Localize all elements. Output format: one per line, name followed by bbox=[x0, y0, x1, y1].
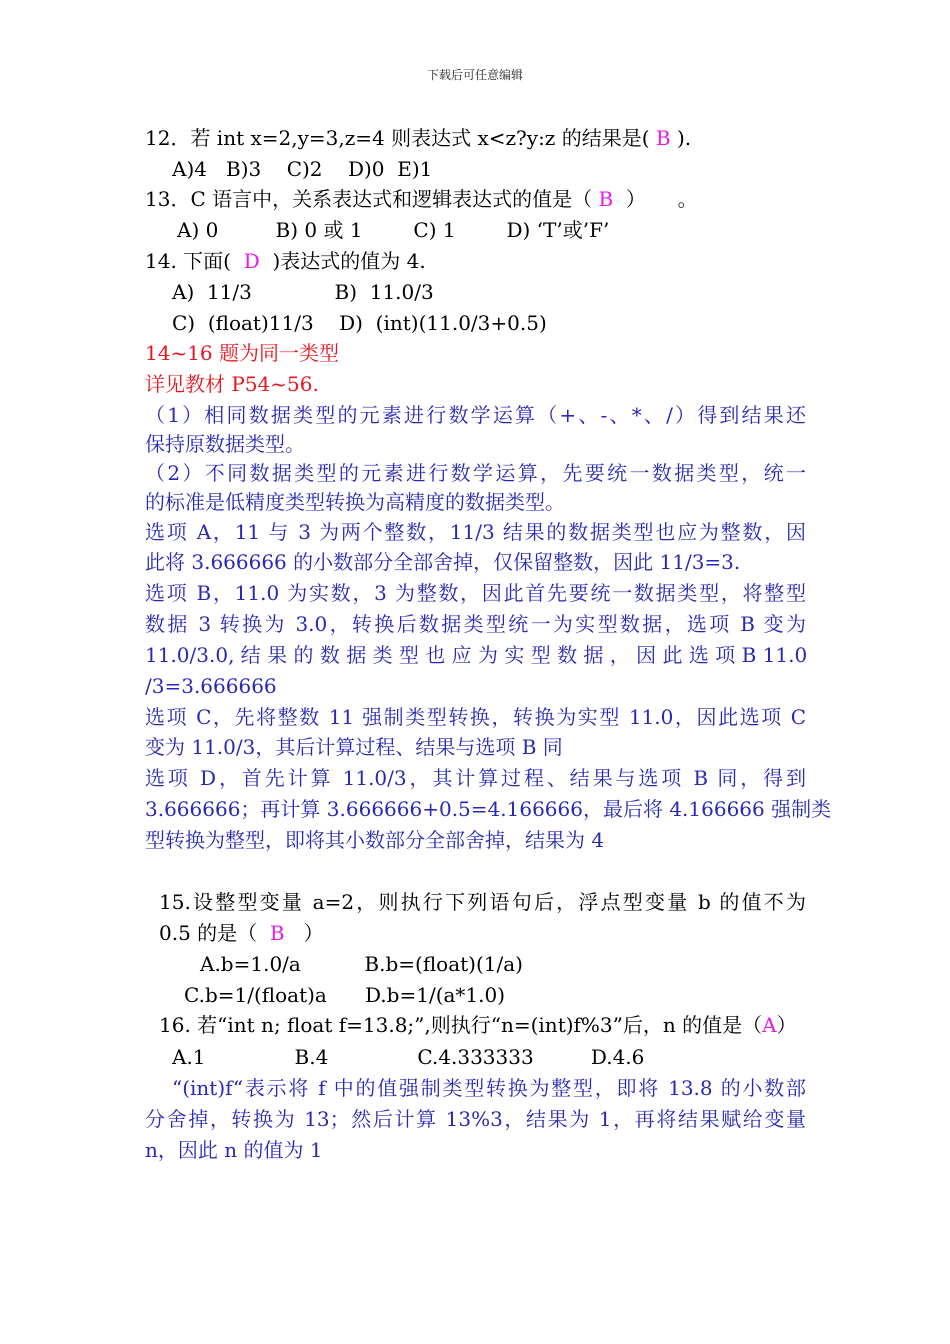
question-15-stem-line-2 bbox=[159, 921, 324, 945]
q14-answer: D bbox=[243, 249, 260, 273]
explanation-line: 保持原数据类型。 bbox=[145, 432, 305, 456]
question-12-stem bbox=[145, 126, 691, 150]
q13-answer: B bbox=[598, 187, 614, 211]
question-12-options: A)4 B)3 C)2 D)0 E)1 bbox=[172, 157, 433, 181]
explanation-line: 选项 A，11 与 3 为两个整数，11/3 结果的数据类型也应为整数，因 bbox=[145, 520, 806, 544]
q15-answer: B bbox=[269, 921, 285, 945]
q13-stem-after: ） 。 bbox=[613, 187, 698, 211]
q16-stem-before: 16. 若“int n; float f=13.8;”,则执行“n=(int)f%3”后，n 的值是（ bbox=[159, 1013, 763, 1037]
question-15-stem-line-1: 15.设整型变量 a=2，则执行下列语句后，浮点型变量 b 的值不为 bbox=[159, 890, 806, 914]
q14-stem-after: )表达式的值为 4. bbox=[259, 249, 426, 273]
explanation-line: （2）不同数据类型的元素进行数学运算，先要统一数据类型，统一 bbox=[145, 461, 806, 485]
q16-explanation-line: 分舍掉，转换为 13；然后计算 13%3，结果为 1，再将结果赋给变量 bbox=[145, 1107, 806, 1131]
q16-stem-after: ） bbox=[776, 1013, 797, 1037]
explanation-line: 的标准是低精度类型转换为高精度的数据类型。 bbox=[145, 490, 565, 514]
explanation-line: 11.0/3.0, 结 果 的 数 据 类 型 也 应 为 实 型 数 据 ， 因 此 选 项 B 11.0 bbox=[145, 643, 808, 667]
q14-stem-before: 14. 下面( bbox=[145, 249, 244, 273]
note-reference: 详见教材 P54~56. bbox=[145, 372, 319, 396]
question-16-options: A.1 B.4 C.4.333333 D.4.6 bbox=[172, 1045, 645, 1069]
explanation-line: /3=3.666666 bbox=[145, 674, 277, 698]
explanation-line: 此将 3.666666 的小数部分全部舍掉，仅保留整数，因此 11/3=3. bbox=[145, 550, 741, 574]
explanation-line: 型转换为整型，即将其小数部分全部舍掉，结果为 4 bbox=[145, 828, 605, 852]
explanation-line: 变为 11.0/3，其后计算过程、结果与选项 B 同 bbox=[145, 735, 563, 759]
question-14-options-row-1: A) 11/3 B) 11.0/3 bbox=[172, 280, 434, 304]
question-13-stem bbox=[145, 187, 698, 211]
explanation-line: 选项 D，首先计算 11.0/3，其计算过程、结果与选项 B 同，得到 bbox=[145, 766, 806, 790]
q12-answer: B bbox=[649, 126, 677, 150]
question-15-options-row-1: A.b=1.0/a B.b=(float)(1/a) bbox=[200, 952, 523, 976]
q15-stem-after: ） bbox=[284, 921, 324, 945]
q12-stem-before: 12．若 int x=2,y=3,z=4 则表达式 x<z?y:z 的结果是( bbox=[145, 126, 650, 150]
question-14-stem bbox=[145, 249, 426, 273]
explanation-line: 选项 B，11.0 为实数，3 为整数，因此首先要统一数据类型，将整型 bbox=[145, 581, 806, 605]
q12-stem-after: ). bbox=[676, 126, 692, 150]
question-15-options-row-2: C.b=1/(float)a D.b=1/(a*1.0) bbox=[184, 983, 506, 1007]
page-header: 下载后可任意编辑 bbox=[426, 68, 523, 82]
explanation-line: 数据 3 转换为 3.0，转换后数据类型统一为实型数据，选项 B 变为 bbox=[145, 612, 806, 636]
question-16-stem bbox=[159, 1013, 797, 1037]
q15-stem-before: 0.5 的是（ bbox=[159, 921, 270, 945]
q16-answer: A bbox=[762, 1013, 777, 1037]
question-14-options-row-2: C) (float)11/3 D) (int)(11.0/3+0.5) bbox=[172, 311, 547, 335]
explanation-line: （1）相同数据类型的元素进行数学运算（+、-、*、/）得到结果还 bbox=[145, 403, 806, 427]
explanation-line: 3.666666；再计算 3.666666+0.5=4.166666，最后将 4.166666 强制类 bbox=[145, 797, 832, 821]
q16-explanation-line: n，因此 n 的值为 1 bbox=[145, 1138, 323, 1162]
explanation-line: 选项 C，先将整数 11 强制类型转换，转换为实型 11.0，因此选项 C bbox=[145, 705, 806, 729]
question-13-options: A) 0 B) 0 或 1 C) 1 D) ‘T’或’F’ bbox=[177, 218, 610, 242]
q13-stem-before: 13．C 语言中，关系表达式和逻辑表达式的值是（ bbox=[145, 187, 599, 211]
note-title: 14~16 题为同一类型 bbox=[145, 341, 340, 365]
q16-explanation-line: “(int)f“表示将 f 中的值强制类型转换为整型，即将 13.8 的小数部 bbox=[172, 1076, 806, 1100]
